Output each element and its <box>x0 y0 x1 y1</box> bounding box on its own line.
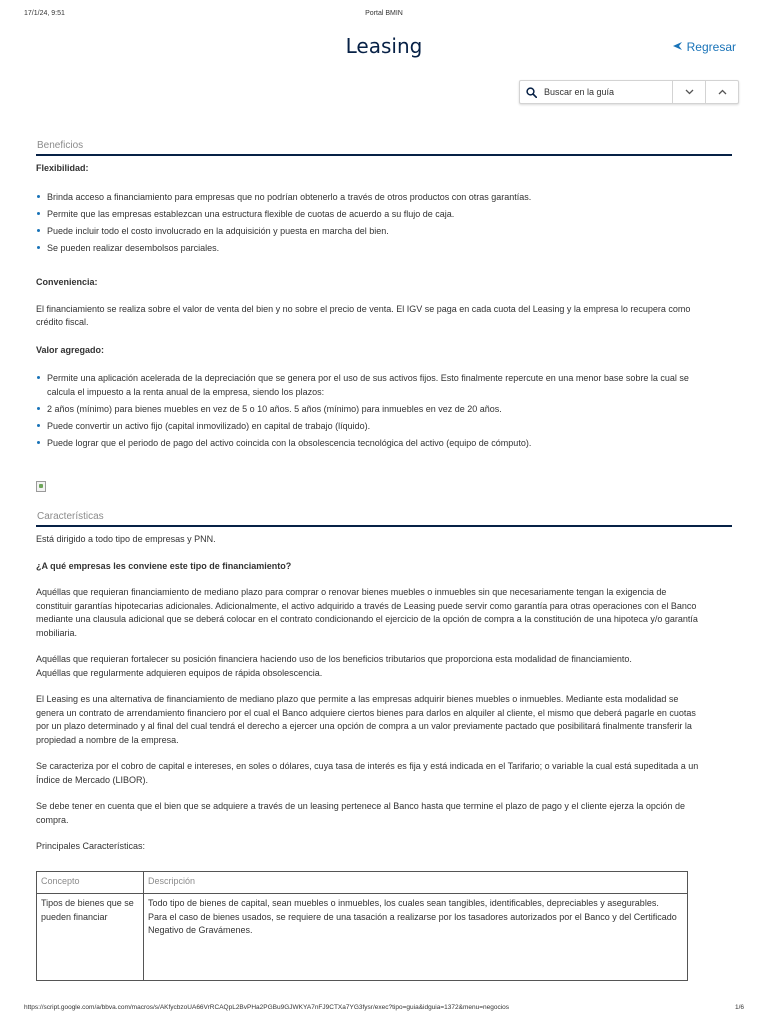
caracteristicas-question: ¿A qué empresas les conviene este tipo de financiamiento? <box>36 560 292 571</box>
caracteristicas-table <box>36 871 688 981</box>
search-input[interactable] <box>542 87 666 97</box>
conveniencia-label: Conveniencia: <box>36 277 98 287</box>
list-item: Brinda acceso a financiamiento para empresas que no podrían obtenerlo a través de otros productos con otras garantías. <box>36 191 704 205</box>
caracteristicas-paragraph: Aquéllas que regularmente adquieren equipos de rápida obsolescencia. <box>36 667 323 678</box>
print-header <box>0 10 768 22</box>
table-header-row <box>37 872 688 894</box>
list-item: Puede convertir un activo fijo (capital inmovilizado) en capital de trabajo (líquido). <box>36 420 704 434</box>
descripcion-line: Para el caso de bienes usados, se requiere de una tasación a realizarse por los tasadores autorizados por el Banco y del Certificado Negativo de Gravámenes. <box>148 911 677 935</box>
caracteristicas-content <box>36 533 704 854</box>
back-arrow-icon <box>673 42 682 53</box>
print-date: 17/1/24, 9:51 <box>24 10 65 17</box>
table-header-cell: Descripción <box>144 872 688 894</box>
print-page-title: Portal BMIN <box>365 10 403 17</box>
search-next-button[interactable] <box>672 81 705 103</box>
broken-image-icon <box>36 481 46 492</box>
caracteristicas-paragraph: El Leasing es una alternativa de financiamiento de mediano plazo que permite a las empresas adquirir bienes muebles o inmuebles. Mediante esta modalidad se genera un contrato de arrendamiento financiero por el cual el Banco adquiere ciertos bienes para darlos en alquiler al cliente, el mismo que deberá pagarle en cuotas por un plazo determinado y al final del cual tendrá el derecho a ejercer una opción de compra a un valor previamente pactado que posibilitará finalmente transferir la propiedad a nombre de la empresa. <box>36 694 696 745</box>
valor-agregado-list <box>36 372 704 450</box>
page-title: Leasing <box>345 34 423 58</box>
section-heading-caracteristicas <box>36 508 732 527</box>
table-cell-descripcion <box>144 894 688 981</box>
caracteristicas-paragraph: Se caracteriza por el cobro de capital e intereses, en soles o dólares, cuya tasa de interés es fija y está indicada en el Tarifario; o variable la cual está supeditada a un Índice de Mercado (LIBOR). <box>36 761 699 785</box>
caracteristicas-intro: Está dirigido a todo tipo de empresas y PNN. <box>36 534 216 544</box>
list-item: Puede lograr que el periodo de pago del activo coincida con la obsolescencia tecnológica del activo (equipo de cómputo). <box>36 437 704 451</box>
beneficios-content <box>36 162 704 454</box>
print-url: https://script.google.com/a/bbva.com/macros/s/AKfycbzoUA66VrRCAQpL2BvPHa2PGBu9GJWKYA7nFJ9CTXa7YG3fysr/exec?tipo=guia&idguia=1372&menu=negocios <box>24 1004 510 1011</box>
list-item: Se pueden realizar desembolsos parciales. <box>36 242 704 256</box>
list-item: 2 años (mínimo) para bienes muebles en vez de 5 o 10 años. 5 años (mínimo) para inmuebles en vez de 20 años. <box>36 403 704 417</box>
caracteristicas-paragraph: Aquéllas que requieran financiamiento de mediano plazo para comprar o renovar bienes muebles o inmuebles sin que necesariamente tengan la exigencia de constituir garantías hipotecarias adicionales. Adicionalmente, el activo adquirido a través de Leasing puede servir como garantía para otras operaciones con el Banco mediante una clausula adicional que se deberá colocar en el contrato condicionando el ejercicio de la opción de compra a la constitución de una hipoteca y/o garantía mobiliaria. <box>36 587 698 638</box>
valor-agregado-label: Valor agregado: <box>36 344 105 355</box>
flexibilidad-list <box>36 191 704 256</box>
caracteristicas-paragraph: Aquéllas que requieran fortalecer su posición financiera haciendo uso de los beneficios tributarios que proporciona esta modalidad de financiamiento. <box>36 654 632 664</box>
section-heading-label: Beneficios <box>37 140 84 151</box>
search-previous-button[interactable] <box>705 81 738 103</box>
chevron-up-icon <box>718 89 727 95</box>
list-item: Puede incluir todo el costo involucrado en la adquisición y puesta en marcha del bien. <box>36 225 704 239</box>
list-item: Permite que las empresas establezcan una estructura flexible de cuotas de acuerdo a su flujo de caja. <box>36 208 704 222</box>
table-row <box>37 894 688 981</box>
caracteristicas-paragraph: Se debe tener en cuenta que el bien que se adquiere a través de un leasing pertenece al Banco hasta que termine el plazo de pago y el cliente ejerza la opción de compra. <box>36 801 685 825</box>
principales-label: Principales Características: <box>36 841 146 851</box>
back-button-label: Regresar <box>686 40 736 54</box>
table-cell-concepto: Tipos de bienes que se pueden financiar <box>37 894 144 981</box>
flexibilidad-label: Flexibilidad: <box>36 163 89 173</box>
table-header-cell: Concepto <box>37 872 144 894</box>
section-heading-label: Características <box>37 511 104 522</box>
section-heading-beneficios <box>36 137 732 156</box>
search-icon <box>520 87 542 98</box>
list-item: Permite una aplicación acelerada de la depreciación que se genera por el uso de sus activos fijos. Esto finalmente repercute en una menor base sobre la cual se calcula el impuesto a la renta anual de la empresa, siendo los plazos: <box>36 372 704 399</box>
descripcion-line: Todo tipo de bienes de capital, sean muebles o inmuebles, los cuales sean tangibles, identificables, depreciables y asegurables. <box>148 898 659 908</box>
print-page-number: 1/6 <box>734 1004 744 1011</box>
back-button[interactable] <box>673 40 736 54</box>
chevron-down-icon <box>685 89 694 95</box>
conveniencia-text: El financiamiento se realiza sobre el valor de venta del bien y no sobre el precio de venta. El IGV se paga en cada cuota del Leasing y la empresa lo recupera como crédito fiscal. <box>36 303 691 327</box>
guide-search-box <box>519 80 739 104</box>
